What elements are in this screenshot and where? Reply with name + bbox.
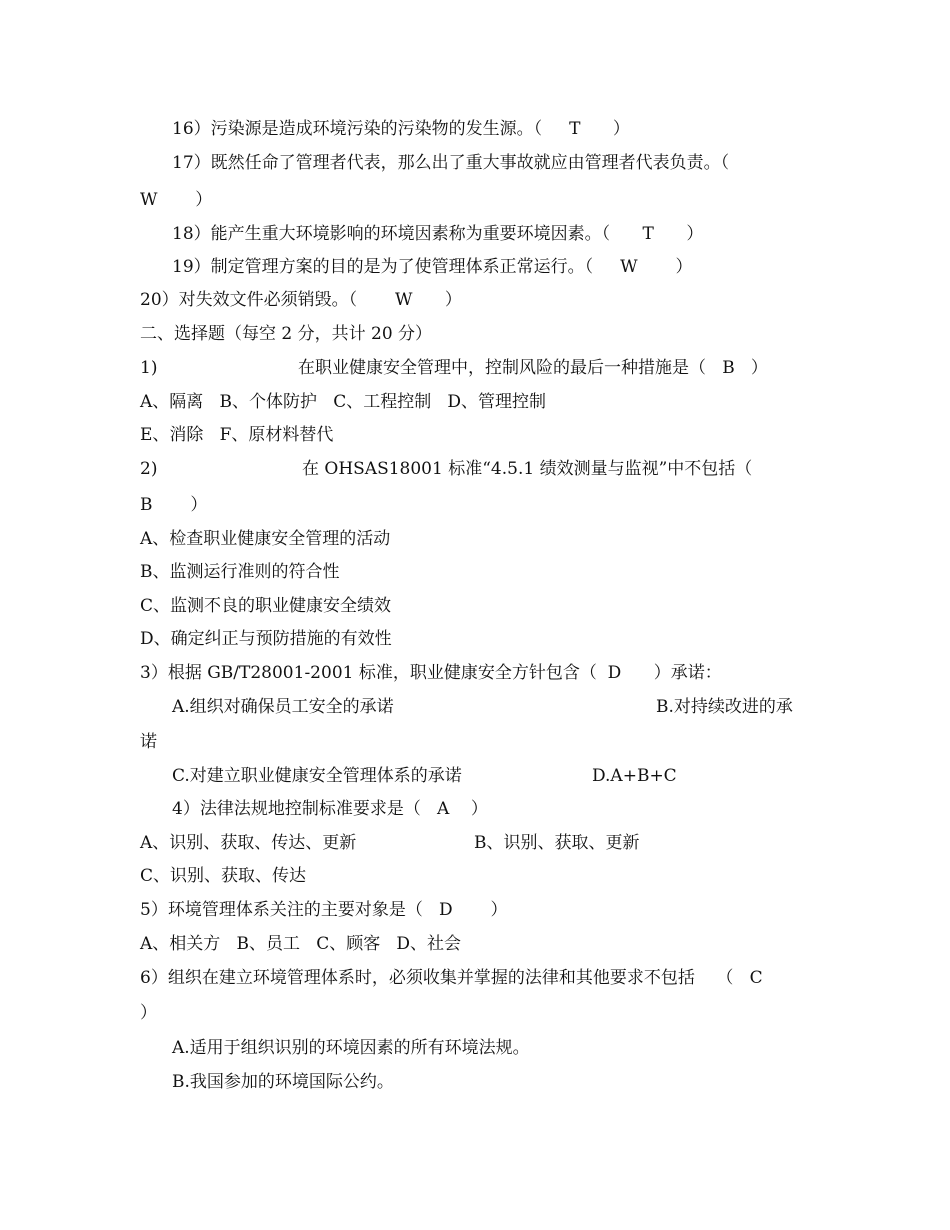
mc-q2-option-c: C、监测不良的职业健康安全绩效 xyxy=(140,596,392,616)
mc-q2-answer: B ） xyxy=(140,495,208,515)
mc-q3-option-a: A.组织对确保员工安全的承诺 xyxy=(172,697,394,717)
mc-q1-options-a-d: A、隔离 B、个体防护 C、工程控制 D、管理控制 xyxy=(140,392,547,412)
tf-q17-answer: W ） xyxy=(140,190,213,210)
mc-q2-option-b: B、监测运行准则的符合性 xyxy=(140,562,340,582)
mc-q2-option-a: A、检查职业健康安全管理的活动 xyxy=(140,529,391,549)
mc-q4-option-a: A、识别、获取、传达、更新 xyxy=(140,833,357,853)
mc-q6-option-a: A.适用于组织识别的环境因素的所有环境法规。 xyxy=(172,1038,530,1058)
mc-q2-number: 2) xyxy=(140,459,158,479)
mc-q6-option-b: B.我国参加的环境国际公约。 xyxy=(172,1072,394,1092)
tf-q18: 18）能产生重大环境影响的环境因素称为重要环境因素。（ T ） xyxy=(172,224,704,244)
mc-q2-option-d: D、确定纠正与预防措施的有效性 xyxy=(140,629,392,649)
section-heading-choice: 二、选择题（每空 2 分，共计 20 分） xyxy=(140,324,433,344)
mc-q4-option-b: B、识别、获取、更新 xyxy=(474,833,640,853)
mc-q1-stem: 在职业健康安全管理中，控制风险的最后一种措施是（ B ） xyxy=(298,358,768,378)
mc-q6-stem: 6）组织在建立环境管理体系时，必须收集并掌握的法律和其他要求不包括 （ C xyxy=(140,968,763,988)
mc-q3-stem: 3）根据 GB/T28001-2001 标准，职业健康安全方针包含（ D ）承诺： xyxy=(140,663,722,683)
mc-q3-option-b-cont: 诺 xyxy=(140,732,157,752)
mc-q4-stem: 4）法律法规地控制标准要求是（ A ） xyxy=(172,799,488,819)
mc-q3-option-c: C.对建立职业健康安全管理体系的承诺 xyxy=(172,766,462,786)
tf-q20: 20）对失效文件必须销毁。（ W ） xyxy=(140,290,462,310)
mc-q2-stem: 在 OHSAS18001 标准“4.5.1 绩效测量与监视”中不包括（ xyxy=(302,459,753,479)
mc-q3-option-b: B.对持续改进的承 xyxy=(656,697,793,717)
mc-q5-options: A、相关方 B、员工 C、顾客 D、社会 xyxy=(140,934,462,954)
mc-q6-close-paren: ） xyxy=(140,1003,157,1023)
mc-q1-options-e-f: E、消除 F、原材料替代 xyxy=(140,425,334,445)
mc-q3-option-d: D.A+B+C xyxy=(592,766,677,786)
mc-q1-number: 1) xyxy=(140,358,158,378)
tf-q19: 19）制定管理方案的目的是为了使管理体系正常运行。（ W ） xyxy=(172,257,693,277)
tf-q16: 16）污染源是造成环境污染的污染物的发生源。（ T ） xyxy=(172,119,630,139)
tf-q17: 17）既然任命了管理者代表，那么出了重大事故就应由管理者代表负责。（ xyxy=(172,153,730,173)
mc-q5-stem: 5）环境管理体系关注的主要对象是（ D ） xyxy=(140,900,508,920)
mc-q4-option-c: C、识别、获取、传达 xyxy=(140,866,307,886)
